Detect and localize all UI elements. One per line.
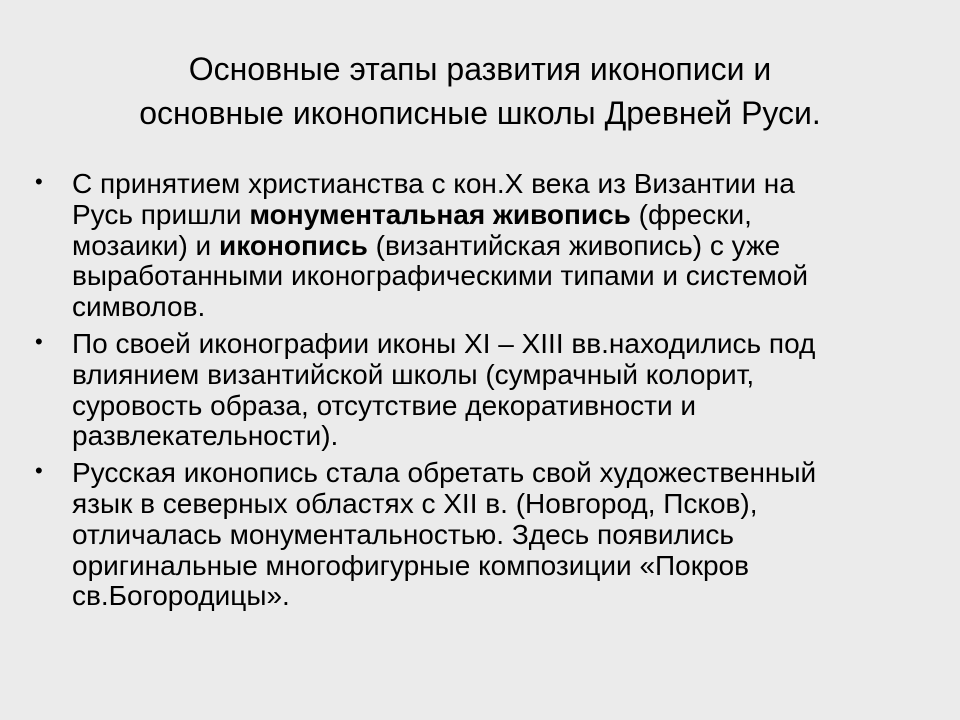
bullet-3-line-5: [72, 581, 934, 612]
text-run: влиянием византийской школы (сумрачный колорит,: [72, 358, 755, 390]
bullet-1-line-4: [72, 261, 934, 292]
text-run: отличалась монументальностью. Здесь появились: [72, 518, 735, 550]
text-run: С принятием христианства с кон.Х века из Византии на: [72, 168, 795, 199]
bullet-1-line-1: [72, 169, 934, 200]
bullet-1-line-3: [72, 231, 934, 262]
bold-term: монументальная живопись: [249, 198, 631, 230]
bullet-2-line-2: [72, 360, 934, 391]
bullet-2-line-3: [72, 391, 934, 422]
bullet-dot-icon: •: [35, 328, 43, 354]
text-run: Русь пришли: [72, 198, 250, 230]
bullet-item-3: [34, 458, 934, 612]
bullet-3-line-2: [72, 489, 934, 520]
bullet-2-line-1: [72, 329, 934, 360]
bullet-list: [34, 169, 934, 618]
text-run: св.Богородицы».: [72, 580, 290, 612]
text-run: суровость образа, отсутствие декоративности и: [72, 389, 697, 421]
bullet-3-line-3: [72, 520, 934, 551]
bold-term: иконопись: [218, 229, 368, 261]
text-run: выработанными иконографическими типами и системой: [72, 260, 808, 292]
slide-title: [40, 47, 920, 135]
title-line-1: Основные этапы развития иконописи и: [188, 51, 772, 87]
bullet-3-line-4: [72, 551, 934, 582]
title-line-2: основные иконописные школы Древней Руси.: [139, 95, 821, 131]
text-run: Русская иконопись стала обретать свой художественный: [72, 457, 817, 489]
text-run: язык в северных областях с XII в. (Новгород, Псков),: [72, 487, 758, 519]
bullet-1-line-5: [72, 292, 934, 323]
bullet-dot-icon: •: [35, 169, 43, 194]
text-run: (фрески,: [630, 198, 752, 230]
text-run: мозаики) и: [72, 229, 219, 261]
text-run: (византийская живопись) с уже: [367, 229, 781, 261]
text-run: оригинальные многофигурные композиции «Покров: [72, 549, 750, 581]
text-run: символов.: [72, 291, 206, 323]
bullet-1-line-2: [72, 200, 934, 231]
bullet-item-2: [34, 329, 934, 452]
text-run: По своей иконографии иконы XI – XIII вв.находились под: [72, 327, 816, 359]
bullet-item-1: [34, 169, 934, 323]
bullet-2-line-4: [72, 421, 934, 452]
text-run: развлекательности).: [72, 420, 339, 452]
bullet-dot-icon: •: [35, 458, 43, 484]
bullet-3-line-1: [72, 458, 934, 489]
